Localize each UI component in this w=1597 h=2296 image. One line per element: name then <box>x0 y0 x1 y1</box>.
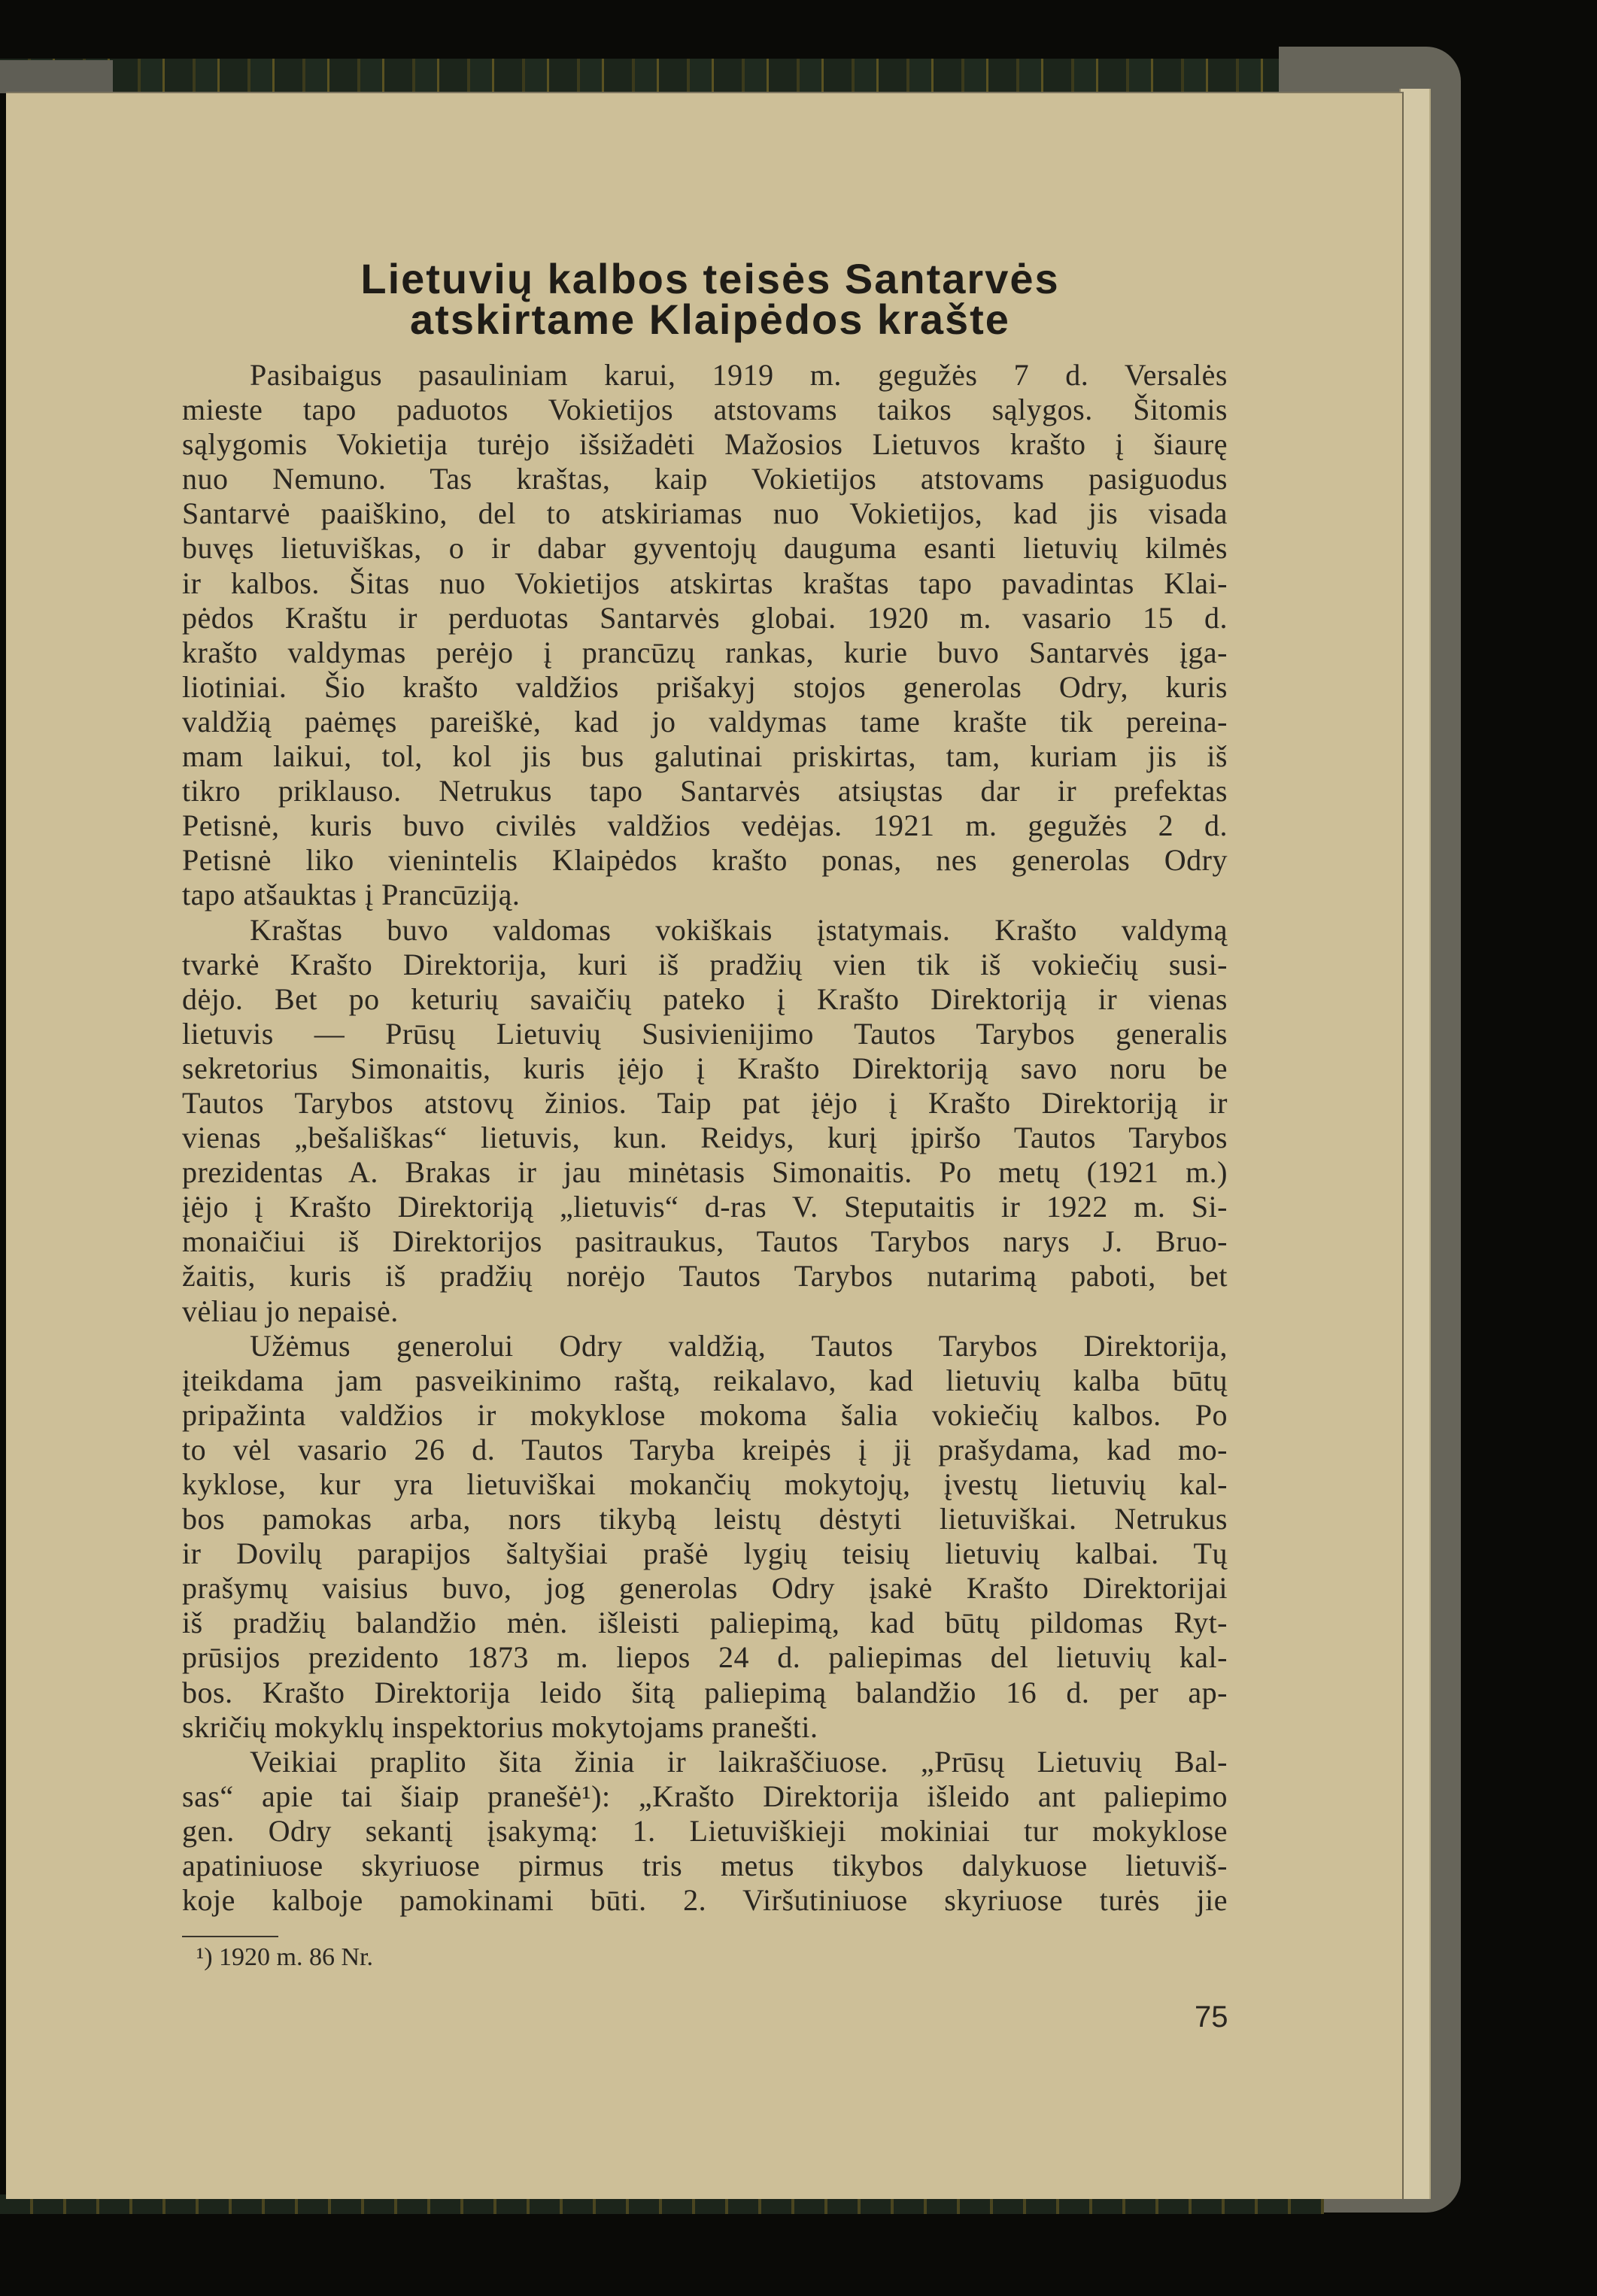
text-line: skričių mokyklų inspektorius mokytojams pranešti. <box>182 1709 818 1744</box>
page-number: 75 <box>1195 2000 1228 2034</box>
article-body <box>182 358 1228 1918</box>
text-line: tapo atšauktas į Prancūziją. <box>182 878 521 912</box>
footnote-separator <box>182 1936 278 1937</box>
text-line: monaičiui iš Direktorijos pasitraukus, Tautos Tarybos narys J. Bruo- <box>182 1224 1228 1259</box>
text-line: Užėmus generolui Odry valdžią, Tautos Tarybos Direktorija, <box>250 1328 1228 1363</box>
text-line: ir kalbos. Šitas nuo Vokietijos atskirtas kraštas tapo pavadintas Klai- <box>182 566 1228 600</box>
text-line: Kraštas buvo valdomas vokiškais įstatymais. Krašto valdymą <box>250 912 1228 947</box>
text-line: Petisnė, kuris buvo civilės valdžios vedėjas. 1921 m. gegužės 2 d. <box>182 808 1228 843</box>
article-title-line-1: Lietuvių kalbos teisės Santarvės <box>360 255 1060 302</box>
text-line: lietuvis — Prūsų Lietuvių Susivienijimo Tautos Tarybos generalis <box>182 1016 1228 1051</box>
text-line: liotiniai. Šio krašto valdžios prišakyj stojos generolas Odry, kuris <box>182 669 1228 704</box>
article-title-line-2: atskirtame Klaipėdos krašte <box>410 296 1010 343</box>
text-line: ir Dovilų parapijos šaltyšiai prašė lygių teisių lietuvių kalbai. Tų <box>182 1536 1228 1571</box>
text-line: dėjo. Bet po keturių savaičių pateko į Krašto Direktoriją ir vienas <box>182 981 1228 1016</box>
text-line: Pasibaigus pasauliniam karui, 1919 m. gegužės 7 d. Versalės <box>250 358 1228 392</box>
text-line: Santarvė paaiškino, del to atskiriamas nuo Vokietijos, kad jis visada <box>182 496 1228 531</box>
text-line: prašymų vaisius buvo, jog generolas Odry įsakė Krašto Direktorijai <box>182 1571 1228 1606</box>
footnote: ¹) 1920 m. 86 Nr. <box>196 1943 373 1971</box>
text-line: pėdos Kraštu ir perduotas Santarvės globai. 1920 m. vasario 15 d. <box>182 600 1228 635</box>
book-cover-top-edge <box>0 59 1294 93</box>
text-line: valdžią paėmęs pareiškė, kad jo valdymas tame krašte tik pereina- <box>182 704 1228 739</box>
text-line: Petisnė liko vienintelis Klaipėdos krašto ponas, nes generolas Odry <box>182 843 1228 878</box>
text-line: įėjo į Krašto Direktoriją „lietuvis“ d-ras V. Steputaitis ir 1922 m. Si- <box>182 1190 1228 1224</box>
text-line: prūsijos prezidento 1873 m. liepos 24 d. paliepimas del lietuvių kal- <box>182 1640 1228 1675</box>
text-line: tikro priklauso. Netrukus tapo Santarvės atsiųstas dar ir prefektas <box>182 774 1228 808</box>
text-line: to vėl vasario 26 d. Tautos Taryba kreipės į jį prašydama, kad mo- <box>182 1432 1228 1466</box>
text-line: sekretorius Simonaitis, kuris įėjo į Krašto Direktoriją savo noru be <box>182 1051 1228 1085</box>
text-line: koje kalboje pamokinami būti. 2. Viršutiniuose skyriuose turės jie <box>182 1883 1228 1918</box>
text-line: prezidentas A. Brakas ir jau minėtasis Simonaitis. Po metų (1921 m.) <box>182 1155 1228 1190</box>
text-line: sas“ apie tai šiaip pranešė¹): „Krašto Direktorija išleido ant paliepimo <box>182 1779 1228 1813</box>
text-line: apatiniuose skyriuose pirmus tris metus tikybos dalykuose lietuviš- <box>182 1849 1228 1883</box>
text-line: mam laikui, tol, kol jis bus galutinai priskirtas, tam, kuriam jis iš <box>182 739 1228 774</box>
page-edges <box>1399 89 1431 2199</box>
text-line: vienas „bešališkas“ lietuvis, kun. Reidys, kurį įpiršo Tautos Tarybos <box>182 1121 1228 1155</box>
text-line: bos pamokas arba, nors tikybą leistų dėstyti lietuviškai. Netrukus <box>182 1502 1228 1536</box>
text-line: Tautos Tarybos atstovų žinios. Taip pat įėjo į Krašto Direktoriją ir <box>182 1085 1228 1120</box>
text-line: žaitis, kuris iš pradžių norėjo Tautos Tarybos nutarimą paboti, bet <box>182 1259 1228 1294</box>
text-line: nuo Nemuno. Tas kraštas, kaip Vokietijos atstovams pasiguodus <box>182 462 1228 496</box>
text-line: mieste tapo paduotos Vokietijos atstovams taikos sąlygos. Šitomis <box>182 393 1228 427</box>
text-line: buvęs lietuviškas, o ir dabar gyventojų dauguma esanti lietuvių kilmės <box>182 531 1228 566</box>
binding-cloth-corner <box>0 60 113 93</box>
text-line: tvarkė Krašto Direktorija, kuri iš pradžių vien tik iš vokiečių susi- <box>182 947 1228 981</box>
text-line: iš pradžių balandžio mėn. išleisti paliepimą, kad būtų pildomas Ryt- <box>182 1606 1228 1640</box>
text-line: gen. Odry sekantį įsakymą: 1. Lietuviškieji mokiniai tur mokyklose <box>182 1813 1228 1848</box>
text-line: įteikdama jam pasveikinimo raštą, reikalavo, kad lietuvių kalba būtų <box>182 1363 1228 1397</box>
text-line: sąlygomis Vokietija turėjo išsižadėti Mažosios Lietuvos krašto į šiaurę <box>182 427 1228 462</box>
text-line: pripažinta valdžios ir mokyklose mokoma šalia vokiečių kalbos. Po <box>182 1397 1228 1432</box>
text-line: vėliau jo nepaisė. <box>182 1294 399 1328</box>
text-line: kyklose, kur yra lietuviškai mokančių mokytojų, įvestų lietuvių kal- <box>182 1467 1228 1501</box>
text-line: krašto valdymas perėjo į prancūzų rankas, kurie buvo Santarvės įga- <box>182 635 1228 669</box>
text-line: Veikiai praplito šita žinia ir laikraščiuose. „Prūsų Lietuvių Bal- <box>250 1744 1228 1779</box>
text-line: bos. Krašto Direktorija leido šitą paliepimą balandžio 16 d. per ap- <box>182 1675 1228 1709</box>
